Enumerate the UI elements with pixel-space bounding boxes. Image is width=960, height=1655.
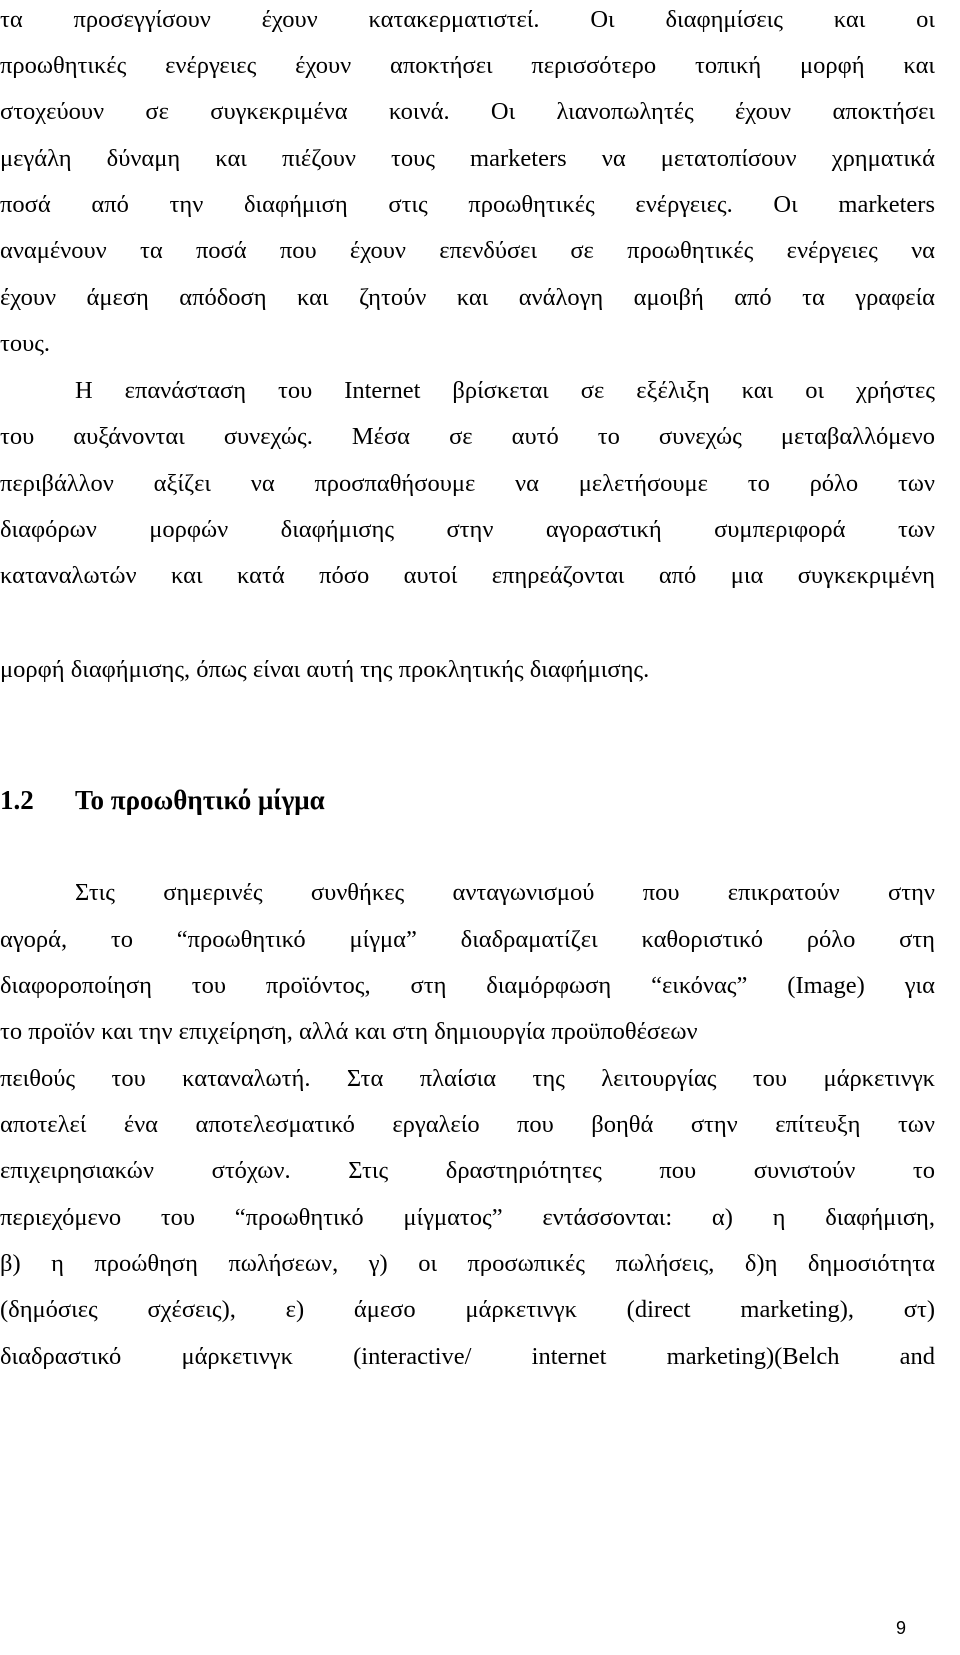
text-line: Η επανάσταση του Internet βρίσκεται σε εξέλιξη και οι χρήστες (75, 377, 935, 404)
text-line: αποτελεί ένα αποτελεσματικό εργαλείο που βοηθά στην επίτευξη των (0, 1111, 935, 1138)
text-line: β) η προώθηση πωλήσεων, γ) οι προσωπικές πωλήσεις, δ)η δημοσιότητα (0, 1250, 935, 1277)
text-line: διαφοροποίηση του προϊόντος, στη διαμόρφωση “εικόνας” (Image) για (0, 972, 935, 999)
text-line: τους. (0, 330, 51, 357)
text-line: στοχεύουν σε συγκεκριμένα κοινά. Οι λιανοπωλητές έχουν αποκτήσει (0, 98, 935, 125)
section-number: 1.2 (0, 785, 34, 815)
page-number: 9 (896, 1618, 907, 1638)
text-line: διαδραστικό μάρκετινγκ (interactive/ internet marketing)(Belch and (0, 1343, 935, 1370)
section-title: Το προωθητικό μίγμα (75, 785, 325, 815)
text-line: περιβάλλον αξίζει να προσπαθήσουμε να μελετήσουμε το ρόλο των (0, 470, 935, 497)
text-line: μορφή διαφήμισης, όπως είναι αυτή της προκλητικής διαφήμισης. (0, 656, 650, 683)
text-line: επιχειρησιακών στόχων. Στις δραστηριότητες που συνιστούν το (0, 1157, 935, 1184)
text-line: καταναλωτών και κατά πόσο αυτοί επηρεάζονται από μια συγκεκριμένη (0, 562, 935, 589)
text-line: περιεχόμενο του “προωθητικό μίγματος” εντάσσονται: α) η διαφήμιση, (0, 1204, 935, 1231)
text-line: του αυξάνονται συνεχώς. Μέσα σε αυτό το συνεχώς μεταβαλλόμενο (0, 423, 935, 450)
text-line: (δημόσιες σχέσεις), ε) άμεσο μάρκετινγκ (direct marketing), στ) (0, 1296, 935, 1323)
text-line: πειθούς του καταναλωτή. Στα πλαίσια της λειτουργίας του μάρκετινγκ (0, 1065, 935, 1092)
text-line: τα προσεγγίσουν έχουν κατακερματιστεί. Οι διαφημίσεις και οι (0, 6, 935, 33)
text-line: αγορά, το “προωθητικό μίγμα” διαδραματίζει καθοριστικό ρόλο στη (0, 926, 935, 953)
text-line: έχουν άμεση απόδοση και ζητούν και ανάλογη αμοιβή από τα γραφεία (0, 284, 935, 311)
text-line: ποσά από την διαφήμιση στις προωθητικές ενέργειες. Οι marketers (0, 191, 935, 218)
text-line: το προϊόν και την επιχείρηση, αλλά και στη δημιουργία προϋποθέσεων (0, 1018, 698, 1045)
text-line: διαφόρων μορφών διαφήμισης στην αγοραστική συμπεριφορά των (0, 516, 935, 543)
text-line: προωθητικές ενέργειες έχουν αποκτήσει περισσότερο τοπική μορφή και (0, 52, 935, 79)
text-line: μεγάλη δύναμη και πιέζουν τους marketers να μετατοπίσουν χρηματικά (0, 145, 935, 172)
text-line: αναμένουν τα ποσά που έχουν επενδύσει σε προωθητικές ενέργειες να (0, 237, 935, 264)
text-line: Στις σημερινές συνθήκες ανταγωνισμού που επικρατούν στην (75, 879, 935, 906)
